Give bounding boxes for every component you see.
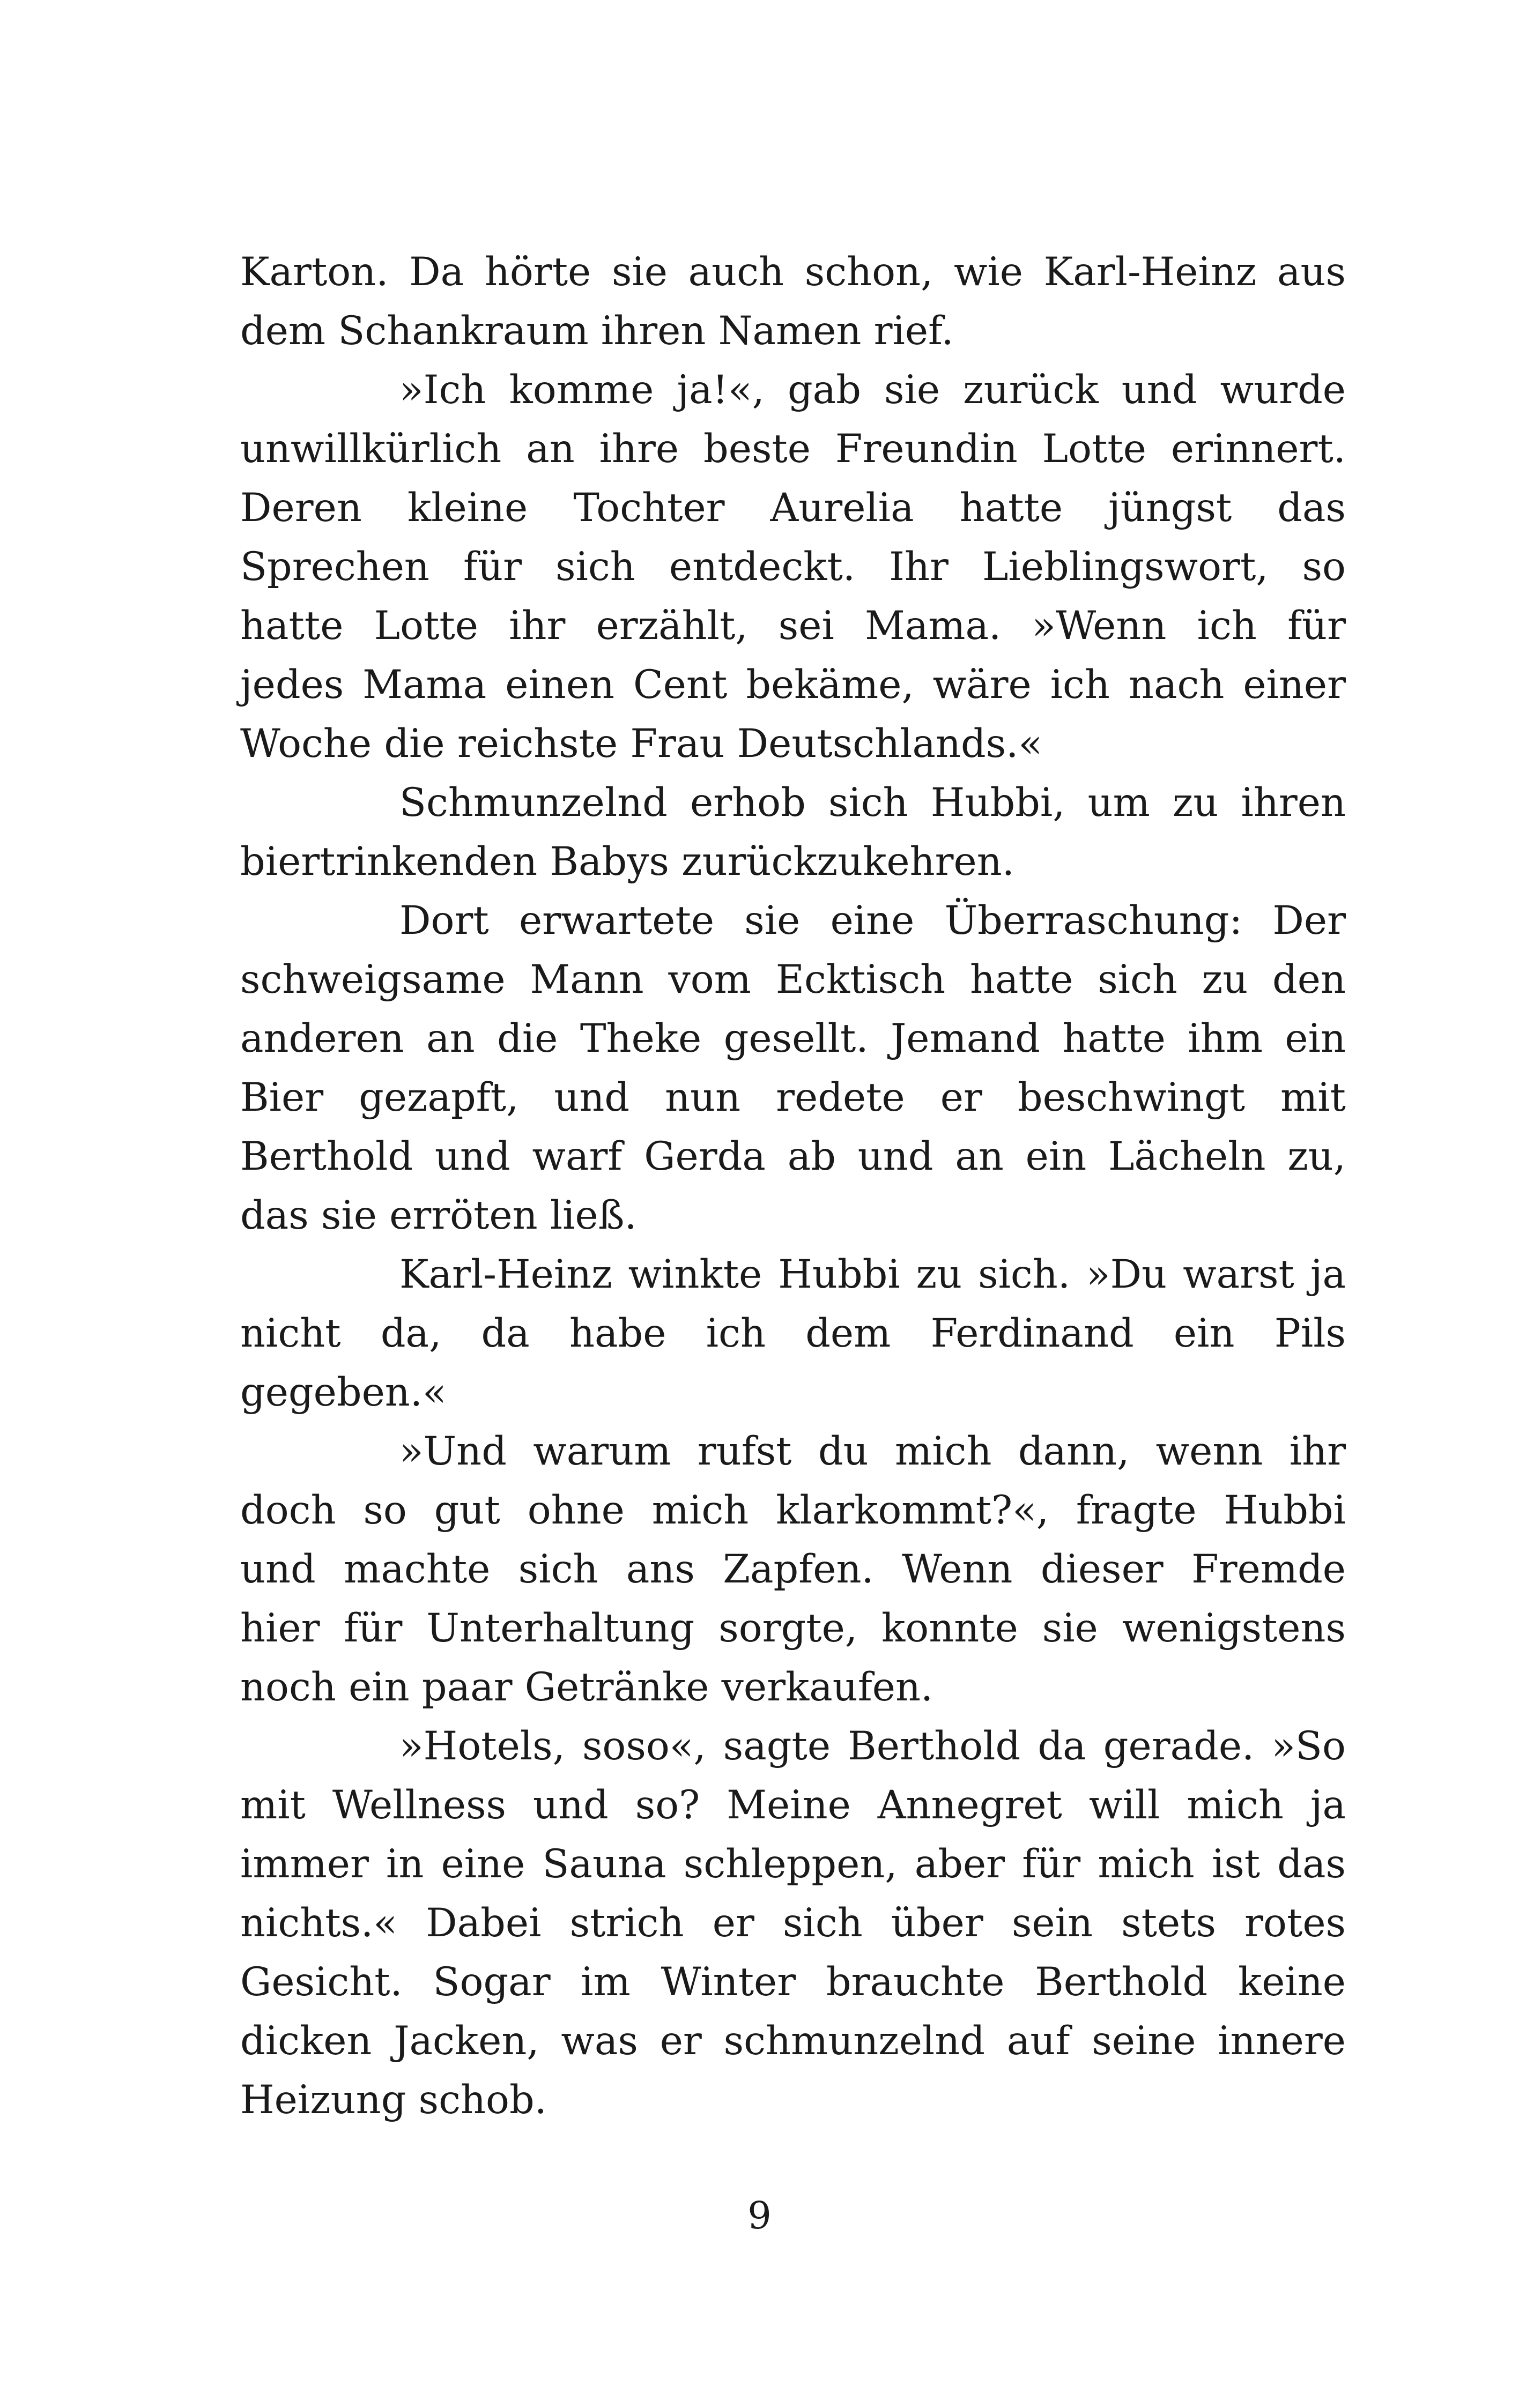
text-line: das sie erröten ließ. [240,1193,637,1238]
paragraph [240,1717,1346,2130]
paragraph [240,361,1346,774]
paragraph [240,1245,1346,1422]
paragraph [240,774,1346,891]
body-text [240,243,1346,2130]
text-line: Sprechen für sich entdeckt. Ihr Lieblingswort, so [240,544,1346,590]
text-line: dicken Jacken, was er schmunzelnd auf seine innere [240,2018,1346,2064]
text-line: Berthold und warf Gerda ab und an ein Lächeln zu, [240,1134,1346,1179]
text-line: anderen an die Theke gesellt. Jemand hatte ihm ein [240,1016,1346,1061]
text-line: biertrinkenden Babys zurückzukehren. [240,839,1014,885]
text-line: Schmunzelnd erhob sich Hubbi, um zu ihren [399,780,1346,826]
text-line: jedes Mama einen Cent bekäme, wäre ich nach einer [240,662,1346,708]
text-line: Karton. Da hörte sie auch schon, wie Karl-Heinz aus [240,249,1346,295]
text-line: gegeben.« [240,1370,447,1415]
text-line: immer in eine Sauna schleppen, aber für mich ist das [240,1841,1346,1887]
text-line: noch ein paar Getränke verkaufen. [240,1664,933,1710]
text-line: Dort erwartete sie eine Überraschung: Der [399,898,1346,943]
text-line: nicht da, da habe ich dem Ferdinand ein Pils [240,1311,1346,1356]
paragraph [240,243,1346,361]
page-number: 9 [747,2194,772,2238]
text-line: Heizung schob. [240,2077,547,2123]
text-line: »Hotels, soso«, sagte Berthold da gerade. »So [399,1723,1346,1769]
text-line: schweigsame Mann vom Ecktisch hatte sich zu den [240,957,1346,1002]
text-line: Karl-Heinz winkte Hubbi zu sich. »Du warst ja [399,1252,1346,1297]
text-line: Bier gezapft, und nun redete er beschwingt mit [240,1075,1346,1120]
text-line: Woche die reichste Frau Deutschlands.« [240,721,1043,767]
paragraph [240,1422,1346,1717]
text-line: doch so gut ohne mich klarkommt?«, fragte Hubbi [240,1488,1346,1533]
text-line: »Ich komme ja!«, gab sie zurück und wurde [399,367,1346,413]
text-line: unwillkürlich an ihre beste Freundin Lotte erinnert. [240,426,1346,472]
text-line: nichts.« Dabei strich er sich über sein stets rotes [240,1900,1346,1946]
text-line: hatte Lotte ihr erzählt, sei Mama. »Wenn ich für [240,603,1346,649]
text-line: und machte sich ans Zapfen. Wenn dieser Fremde [240,1547,1346,1592]
text-line: dem Schankraum ihren Namen rief. [240,308,954,354]
text-line: mit Wellness und so? Meine Annegret will mich ja [240,1782,1346,1828]
text-line: hier für Unterhaltung sorgte, konnte sie wenigstens [240,1606,1346,1651]
text-line: »Und warum rufst du mich dann, wenn ihr [399,1429,1346,1474]
text-line: Deren kleine Tochter Aurelia hatte jüngst das [240,485,1346,531]
paragraph [240,891,1346,1245]
text-line: Gesicht. Sogar im Winter brauchte Berthold keine [240,1959,1346,2005]
